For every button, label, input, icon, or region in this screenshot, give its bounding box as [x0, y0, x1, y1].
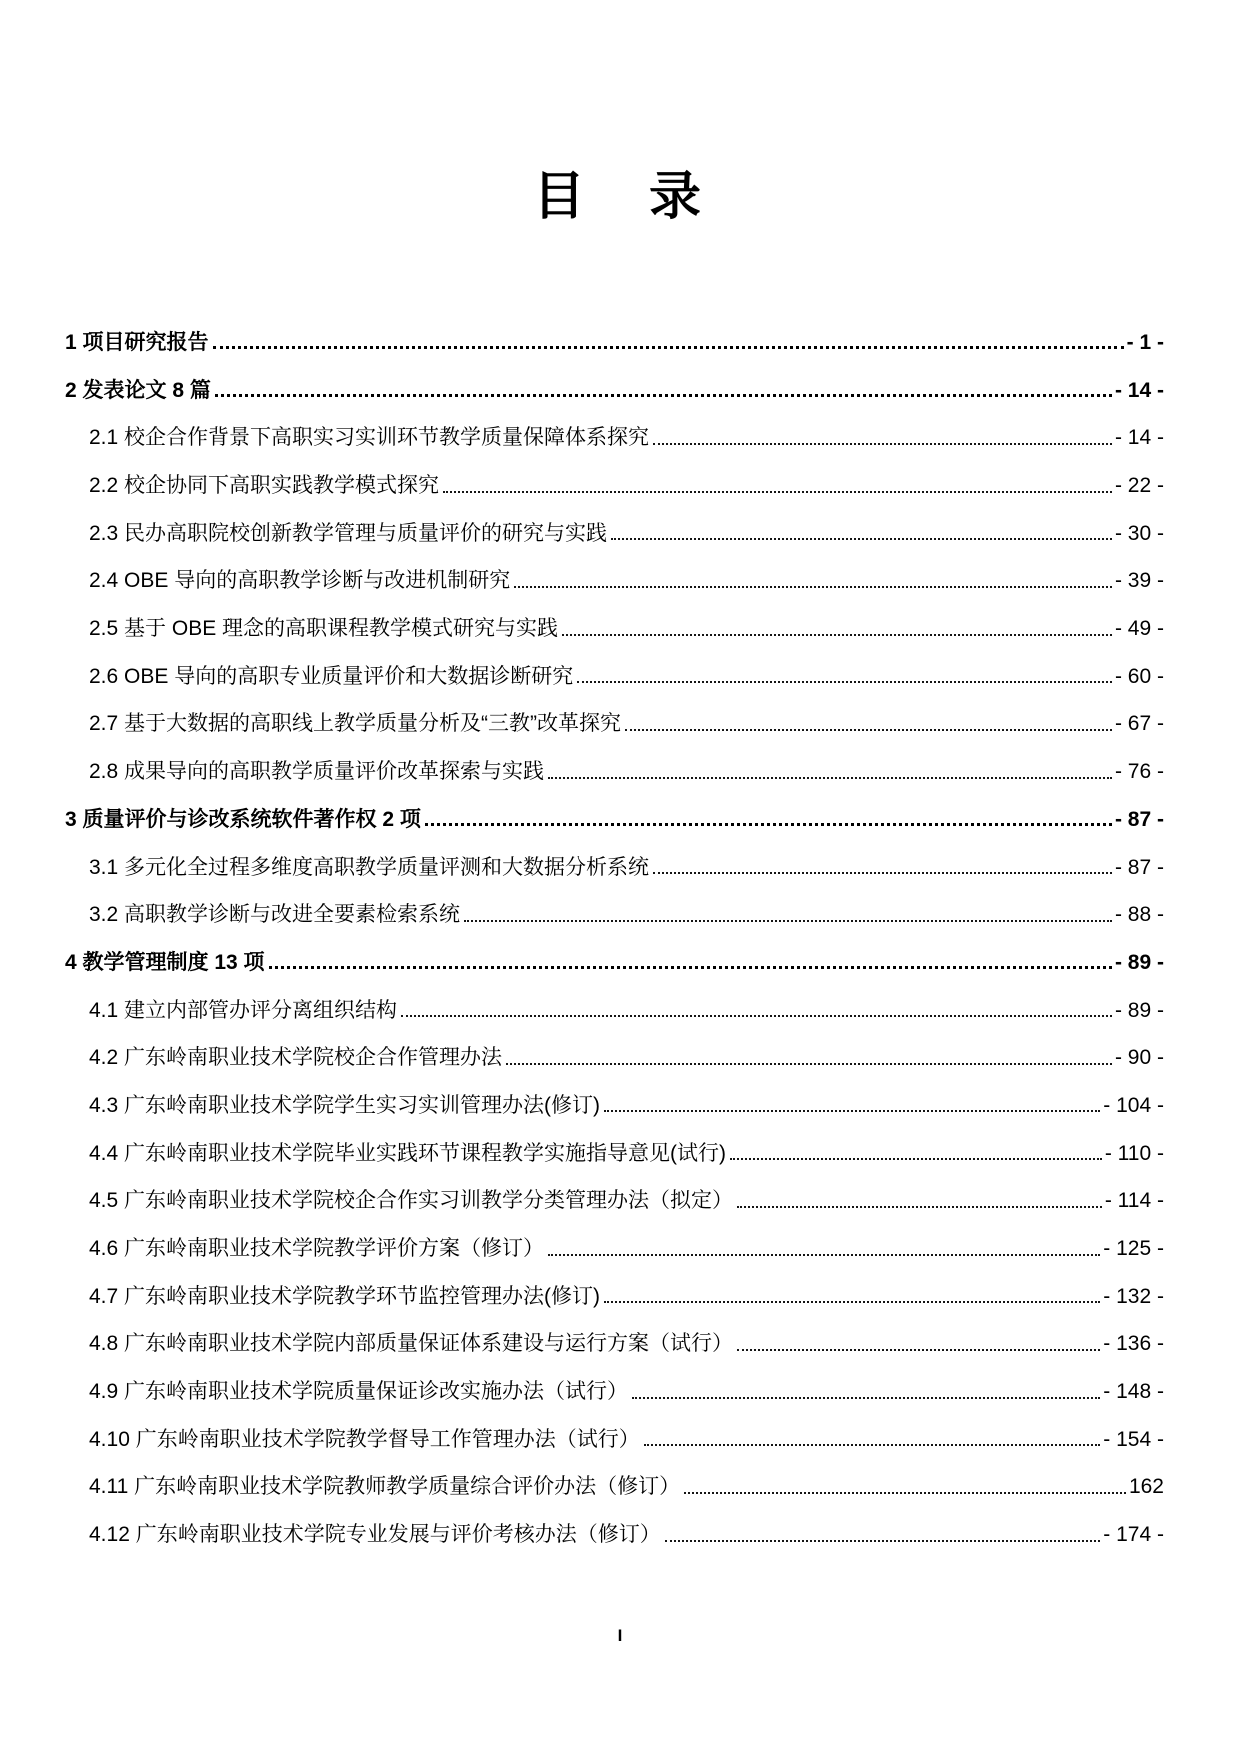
toc-entry-page: - 154 -: [1103, 1427, 1164, 1451]
toc-entry-page: - 125 -: [1103, 1237, 1164, 1260]
dot-leader: [548, 777, 1112, 779]
dot-leader: [665, 1540, 1101, 1542]
dot-leader: [215, 394, 1112, 397]
toc-entry-label: 4.2 广东岭南职业技术学院校企合作管理办法: [89, 1046, 503, 1070]
dot-leader: [684, 1492, 1126, 1494]
page-title: 目 录: [532, 168, 707, 226]
dot-leader: [213, 346, 1124, 349]
toc-entry-page: - 132 -: [1103, 1284, 1164, 1308]
toc-entry-label: 2.8 成果导向的高职教学质量评价改革探索与实践: [89, 760, 545, 784]
toc-entry-page: - 174 -: [1103, 1523, 1164, 1547]
dot-leader: [644, 1444, 1101, 1446]
toc-entry[interactable]: [65, 462, 1164, 510]
dot-leader: [514, 586, 1112, 588]
toc-entry-page: - 136 -: [1103, 1332, 1164, 1356]
toc-entry-label: 4.1 建立内部管办评分离组织结构: [89, 998, 398, 1022]
toc-entry[interactable]: [65, 1272, 1164, 1320]
toc-entry[interactable]: [65, 1082, 1164, 1130]
toc-entry-page: - 104 -: [1103, 1093, 1164, 1117]
toc-entry-label: 4 教学管理制度 13 项: [65, 950, 265, 974]
dot-leader: [425, 823, 1112, 826]
toc-entry-label: 4.6 广东岭南职业技术学院教学评价方案（修订）: [89, 1237, 545, 1260]
toc-entry-label: 3.2 高职教学诊断与改进全要素检索系统: [89, 903, 461, 927]
dot-leader: [548, 1254, 1100, 1256]
toc-entry[interactable]: [65, 986, 1164, 1034]
toc-entry[interactable]: [65, 748, 1164, 796]
toc-entry-page: - 14 -: [1114, 378, 1164, 402]
toc-entry-page: - 49 -: [1114, 617, 1164, 641]
toc-entry-label: 3 质量评价与诊改系统软件著作权 2 项: [65, 807, 421, 831]
toc-entry-label: 4.11 广东岭南职业技术学院教师教学质量综合评价办法（修订）: [89, 1475, 681, 1499]
toc-entry-label: 2.2 校企协同下高职实践教学模式探究: [89, 474, 440, 497]
toc-entry-page: - 76 -: [1114, 760, 1164, 784]
toc-entry-page: - 114 -: [1104, 1189, 1164, 1213]
toc-entry-page: - 90 -: [1114, 1046, 1164, 1070]
toc-entry-page: - 14 -: [1114, 426, 1164, 450]
toc-entry-label: 2.3 民办高职院校创新教学管理与质量评价的研究与实践: [89, 521, 608, 545]
toc-entry-label: 4.5 广东岭南职业技术学院校企合作实习训教学分类管理办法（拟定）: [89, 1189, 734, 1213]
dot-leader: [506, 1063, 1112, 1065]
dot-leader: [632, 1397, 1100, 1399]
toc-entry[interactable]: [65, 700, 1164, 748]
toc-entry-label: 2 发表论文 8 篇: [65, 378, 211, 402]
toc-list: [65, 319, 1164, 1559]
dot-leader: [269, 966, 1112, 969]
toc-entry[interactable]: [65, 1415, 1164, 1463]
toc-entry-label: 4.7 广东岭南职业技术学院教学环节监控管理办法(修订): [89, 1284, 601, 1308]
toc-entry[interactable]: [65, 1368, 1164, 1416]
toc-entry-label: 2.6 OBE 导向的高职专业质量评价和大数据诊断研究: [89, 664, 574, 688]
dot-leader: [653, 443, 1112, 445]
dot-leader: [443, 491, 1112, 493]
footer-page-number: I: [617, 1626, 623, 1645]
toc-entry-label: 4.4 广东岭南职业技术学院毕业实践环节课程教学实施指导意见(试行): [89, 1141, 727, 1165]
dot-leader: [730, 1158, 1102, 1160]
toc-entry-page: - 1 -: [1126, 330, 1164, 354]
toc-entry-page: 162: [1128, 1475, 1164, 1499]
toc-entry-label: 2.1 校企合作背景下高职实习实训环节教学质量保障体系探究: [89, 426, 650, 450]
toc-entry[interactable]: [65, 605, 1164, 653]
dot-leader: [604, 1110, 1100, 1112]
toc-entry-label: 4.3 广东岭南职业技术学院学生实习实训管理办法(修订): [89, 1093, 601, 1117]
dot-leader: [562, 634, 1112, 636]
toc-entry[interactable]: [65, 1177, 1164, 1225]
toc-entry[interactable]: [65, 843, 1164, 891]
toc-entry[interactable]: [65, 509, 1164, 557]
dot-leader: [653, 872, 1112, 874]
toc-entry-label: 1 项目研究报告: [65, 330, 209, 354]
dot-leader: [737, 1206, 1102, 1208]
toc-entry-label: 4.8 广东岭南职业技术学院内部质量保证体系建设与运行方案（试行）: [89, 1332, 734, 1356]
toc-entry-page: - 67 -: [1114, 712, 1164, 736]
toc-entry-page: - 60 -: [1114, 664, 1164, 688]
toc-entry[interactable]: [65, 1129, 1164, 1177]
dot-leader: [625, 729, 1112, 731]
toc-entry[interactable]: [65, 1225, 1164, 1273]
toc-entry-page: - 30 -: [1114, 521, 1164, 545]
toc-entry-page: - 87 -: [1114, 855, 1164, 879]
toc-entry-page: - 110 -: [1104, 1141, 1164, 1165]
toc-entry[interactable]: [65, 1320, 1164, 1368]
toc-entry-page: - 87 -: [1114, 807, 1164, 831]
toc-entry[interactable]: [65, 1511, 1164, 1559]
toc-entry-label: 2.7 基于大数据的高职线上教学质量分析及“三教”改革探究: [89, 712, 622, 736]
toc-entry-label: 4.12 广东岭南职业技术学院专业发展与评价考核办法（修订）: [89, 1523, 661, 1547]
dot-leader: [611, 538, 1112, 540]
toc-entry-page: - 148 -: [1103, 1380, 1164, 1404]
toc-entry[interactable]: [65, 1463, 1164, 1511]
toc-entry-page: - 89 -: [1114, 998, 1164, 1022]
toc-entry[interactable]: [65, 414, 1164, 462]
dot-leader: [604, 1301, 1100, 1303]
dot-leader: [577, 681, 1112, 683]
toc-entry-page: - 22 -: [1114, 474, 1164, 497]
toc-entry[interactable]: [65, 366, 1164, 414]
toc-entry-label: 2.4 OBE 导向的高职教学诊断与改进机制研究: [89, 569, 511, 593]
dot-leader: [737, 1349, 1100, 1351]
toc-entry[interactable]: [65, 1034, 1164, 1082]
toc-entry-label: 2.5 基于 OBE 理念的高职课程教学模式研究与实践: [89, 617, 559, 641]
dot-leader: [464, 920, 1112, 922]
toc-entry-label: 4.10 广东岭南职业技术学院教学督导工作管理办法（试行）: [89, 1427, 640, 1451]
toc-entry-label: 3.1 多元化全过程多维度高职教学质量评测和大数据分析系统: [89, 855, 650, 879]
toc-entry[interactable]: [65, 939, 1164, 987]
toc-entry[interactable]: [65, 795, 1164, 843]
dot-leader: [401, 1015, 1112, 1017]
toc-entry-page: - 89 -: [1114, 950, 1164, 974]
toc-entry[interactable]: [65, 557, 1164, 605]
toc-entry[interactable]: [65, 652, 1164, 700]
toc-entry[interactable]: [65, 319, 1164, 367]
toc-entry-page: - 39 -: [1114, 569, 1164, 593]
toc-entry-page: - 88 -: [1114, 903, 1164, 927]
toc-entry[interactable]: [65, 891, 1164, 939]
toc-entry-label: 4.9 广东岭南职业技术学院质量保证诊改实施办法（试行）: [89, 1380, 629, 1404]
